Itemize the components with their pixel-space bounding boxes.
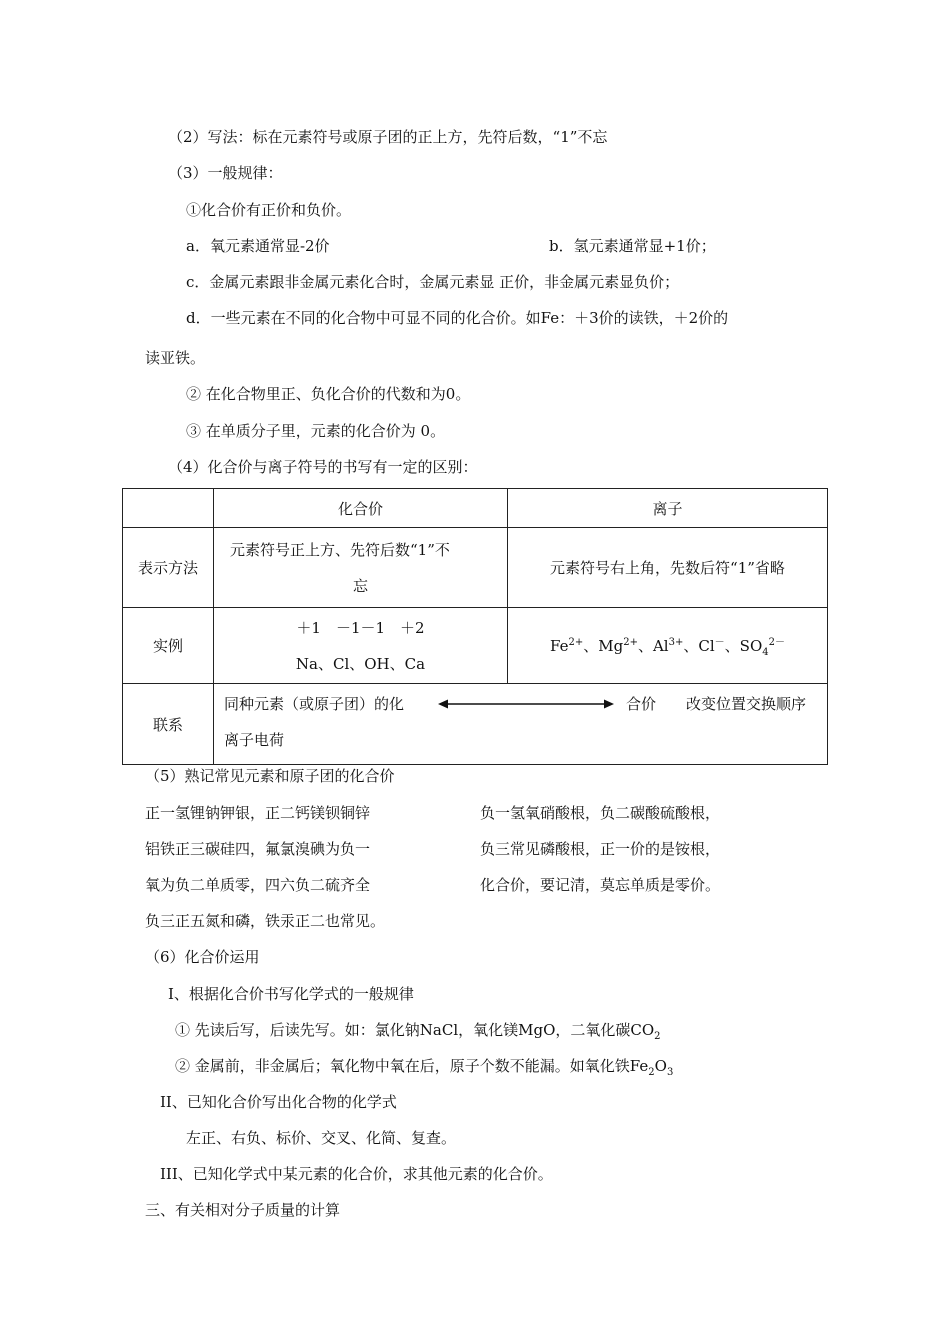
ion-symbol bbox=[739, 637, 785, 658]
subscript: 2 bbox=[648, 1067, 655, 1078]
double-arrow-icon bbox=[438, 696, 614, 712]
text-line: （3）一般规律： bbox=[168, 164, 283, 182]
table-row bbox=[123, 684, 828, 765]
text-line: a．氧元素通常显-2价 bbox=[186, 237, 330, 255]
text-line: 三、有关相对分子质量的计算 bbox=[145, 1201, 341, 1219]
ion-charge: － bbox=[714, 637, 725, 648]
text-line bbox=[175, 1020, 661, 1040]
ion-charge: 2+ bbox=[568, 637, 584, 648]
text-line: c．金属元素跟非金属元素化合时，金属元素显 正价，非金属元素显负价； bbox=[186, 273, 680, 291]
ion-charge: 2+ bbox=[623, 637, 638, 648]
cell-text: 同种元素（或原子团）的化 bbox=[224, 695, 405, 713]
text-line: 铝铁正三碳硅四，氟氯溴碘为负一 bbox=[145, 840, 371, 858]
text-line: 化合价，要记清，莫忘单质是零价。 bbox=[480, 876, 721, 894]
ion-base: Fe bbox=[550, 637, 569, 655]
text-span: ② 金属前，非金属后；氧化物中氧在后，原子个数不能漏。如氧化铁Fe bbox=[175, 1057, 649, 1075]
text-span: O bbox=[654, 1057, 667, 1075]
text-line: b．氢元素通常显+1价； bbox=[549, 237, 716, 255]
comparison-table bbox=[122, 488, 828, 765]
text-line: 负三常见磷酸根，正一价的是铵根， bbox=[480, 840, 721, 858]
text-line: 负一氢氧硝酸根，负二碳酸硫酸根， bbox=[480, 804, 721, 822]
ion-base: Al bbox=[652, 637, 669, 655]
text-line: （4）化合价与离子符号的书写有一定的区别： bbox=[168, 458, 478, 476]
text-span: ① 先读后写，后读先写。如：氯化钠NaCl，氧化镁MgO，二氧化碳CO bbox=[175, 1021, 655, 1039]
text-line: 读亚铁。 bbox=[145, 349, 206, 367]
separator: 、 bbox=[724, 637, 740, 655]
cell-text: 离子电荷 bbox=[224, 731, 285, 749]
text-line: （2）写法：标在元素符号或原子团的正上方，先符后数，“1”不忘 bbox=[168, 128, 608, 146]
table-header-cell: 化合价 bbox=[214, 489, 508, 528]
text-line: 负三正五氮和磷，铁汞正二也常见。 bbox=[145, 912, 386, 930]
ion-charge: 2－ bbox=[768, 637, 785, 648]
table-header-cell: 离子 bbox=[508, 489, 828, 528]
text-line: 左正、右负、标价、交叉、化简、复查。 bbox=[186, 1129, 457, 1147]
separator: 、 bbox=[683, 637, 699, 655]
table-row bbox=[123, 608, 828, 684]
table-cell bbox=[214, 608, 508, 684]
table-row bbox=[123, 528, 828, 608]
text-line bbox=[175, 1056, 673, 1076]
subscript: 2 bbox=[654, 1031, 661, 1042]
separator: 、 bbox=[583, 637, 599, 655]
text-line: II、已知化合价写出化合物的化学式 bbox=[160, 1093, 397, 1111]
ion-base: Cl bbox=[698, 637, 715, 655]
ion-symbol bbox=[598, 637, 653, 655]
subscript: 3 bbox=[666, 1067, 674, 1078]
ion-charge: 3+ bbox=[668, 637, 684, 648]
cell-text: 合价 改变位置交换顺序 bbox=[626, 695, 807, 713]
text-line: 氧为负二单质零，四六负二硫齐全 bbox=[145, 876, 371, 894]
table-cell bbox=[214, 528, 508, 608]
valence-numbers: ＋1 －1－1 ＋2 bbox=[296, 618, 425, 637]
cell-text: 忘 bbox=[352, 576, 368, 595]
ion-subscript: 4 bbox=[762, 647, 769, 658]
cell-text: 元素符号正上方、先符后数“1”不 bbox=[230, 540, 450, 559]
ion-base: SO bbox=[739, 637, 763, 655]
ion-base: Mg bbox=[598, 637, 624, 655]
text-line: （5）熟记常见元素和原子团的化合价 bbox=[145, 767, 395, 785]
separator: 、 bbox=[637, 637, 653, 655]
text-line: d．一些元素在不同的化合物中可显不同的化合价。如Fe：＋3价的读铁，＋2价的 bbox=[186, 309, 729, 327]
text-line: ② 在化合物里正、负化合价的代数和为0。 bbox=[186, 385, 471, 403]
ion-symbol-list bbox=[550, 637, 785, 658]
table-header-row bbox=[123, 489, 828, 528]
text-line: ①化合价有正价和负价。 bbox=[186, 201, 352, 219]
table-cell bbox=[214, 684, 828, 765]
table-cell: 元素符号右上角，先数后符“1”省略 bbox=[508, 528, 828, 608]
text-line: I、根据化合价书写化学式的一般规律 bbox=[168, 985, 414, 1003]
row-label: 联系 bbox=[123, 684, 214, 765]
row-label: 表示方法 bbox=[123, 528, 214, 608]
text-line: 正一氢锂钠钾银，正二钙镁钡铜锌 bbox=[145, 804, 371, 822]
ion-symbol bbox=[698, 637, 739, 655]
table-corner-cell bbox=[123, 489, 214, 528]
ion-symbol bbox=[550, 637, 598, 655]
ion-symbol bbox=[653, 637, 698, 655]
row-label: 实例 bbox=[123, 608, 214, 684]
text-line: （6）化合价运用 bbox=[145, 948, 260, 966]
text-line: ③ 在单质分子里，元素的化合价为 0。 bbox=[186, 422, 446, 440]
text-line: III、已知化学式中某元素的化合价，求其他元素的化合价。 bbox=[160, 1165, 553, 1183]
table-cell bbox=[508, 608, 828, 684]
element-symbols: Na、Cl、OH、Ca bbox=[295, 654, 426, 673]
